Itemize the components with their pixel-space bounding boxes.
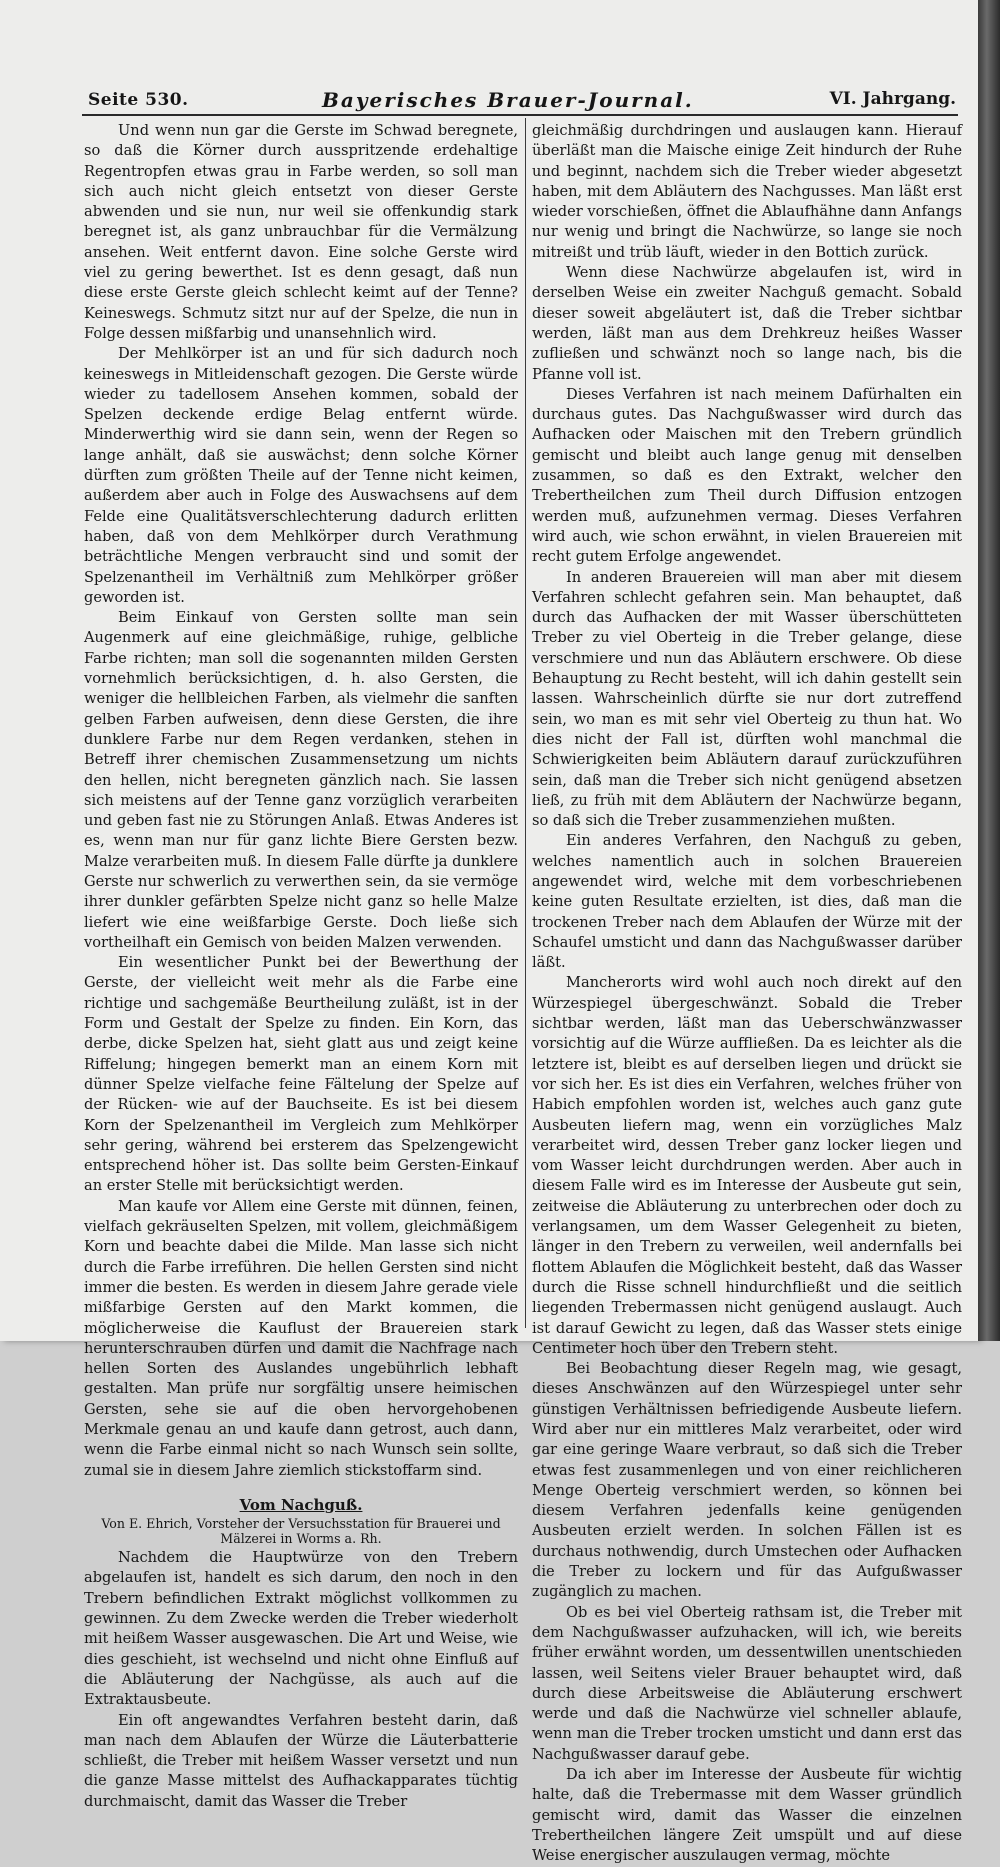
paragraph: Ein anderes Verfahren, den Nachguß zu geben, welches namentlich auch in solchen Brauereien angewendet wird, welche mit dem vorbeschriebenen keine guten Resultate erzielten, ist dies, daß man die trockenen Treber nach dem Ablaufen der Würze mit der Schaufel umsticht und dann das Nachgußwasser darüber läßt. (532, 832, 962, 972)
right-column (532, 121, 962, 1867)
paragraph: Ob es bei viel Oberteig rathsam ist, die Treber mit dem Nachgußwasser aufzuhacken, will ich, wie bereits früher erwähnt worden, um dessentwillen unentschieden lassen, weil Seitens vieler Brauer behauptet wird, daß durch diese Arbeitsweise die Abläuterung erschwert werde und daß die Nachwürze viel schneller ablaufe, wenn man die Treber trocken umsticht und dann erst das Nachgußwasser darauf gebe. (532, 1603, 962, 1763)
paragraph: In anderen Brauereien will man aber mit diesem Verfahren schlecht gefahren sein. Man behauptet, daß durch das Aufhacken der mit Wasser überschütteten Treber zu viel Oberteig in die Treber gelange, diese verschmiere und nun das Abläutern erschwere. Ob diese Behauptung zu Recht besteht, will ich dahin gestellt sein lassen. Wahrscheinlich dürfte sie nur dort zutreffend sein, wo man es mit sehr viel Oberteig zu thun hat. Wo dies nicht der Fall ist, dürften wohl manchmal die Schwierigkeiten beim Abläutern darauf zurückzuführen sein, daß man die Treber sich nicht genügend absetzen ließ, zu früh mit dem Abläutern der Nachwürze begann, so daß sich die Treber zusammenziehen mußten. (532, 568, 962, 830)
paragraph: Ein wesentlicher Punkt bei der Bewerthung der Gerste, der vielleicht weit mehr als die Farbe eine richtige und sachgemäße Beurtheilung zuläßt, ist in der Form und Gestalt der Spelze zu finden. Ein Korn, das derbe, dicke Spelzen hat, sieht glatt aus und zeigt keine Riffelung; hingegen bemerkt man an einem Korn mit dünner Spelze vielfache feine Fältelung der Spelze auf der Rücken- wie auf der Bauchseite. Es ist bei diesem Korn der Spelzenantheil im Vergleich zum Mehlkörper sehr gering, während bei ersterem das Spelzengewicht entsprechend höher ist. Das sollte beim Gersten-Einkauf an erster Stelle mit berücksichtigt werden. (84, 954, 518, 1195)
article-byline: Von E. Ehrich, Vorsteher der Versuchsstation für Brauerei und Mälzerei in Worms a. Rh. (101, 1516, 501, 1547)
paragraph: Wenn diese Nachwürze abgelaufen ist, wird in derselben Weise ein zweiter Nachguß gemacht. Sobald dieser soweit abgeläutert ist, daß die Treber sichtbar werden, läßt man aus dem Drehkreuz heißes Wasser zufließen und schwänzt noch so lange nach, bis die Pfanne voll ist. (532, 264, 962, 383)
paragraph: Dieses Verfahren ist nach meinem Dafürhalten ein durchaus gutes. Das Nachgußwasser wird durch das Aufhacken oder Maischen mit den Trebern gründlich gemischt und bleibt auch lange genug mit denselben zusammen, so daß es den Extrakt, welcher den Trebertheilchen zum Theil durch Diffusion entzogen werden muß, aufzunehmen vermag. Dieses Verfahren wird auch, wie schon erwähnt, in vielen Brauereien mit recht gutem Erfolge angewendet. (532, 385, 962, 566)
column-divider (525, 118, 526, 1328)
paragraph: Mancherorts wird wohl auch noch direkt auf den Würzespiegel übergeschwänzt. Sobald die Treber sichtbar werden, läßt man das Ueberschwänzwasser vorsichtig auf die Würze auffließen. Da es leichter als die letztere ist, bleibt es auf derselben liegen und drückt sie vor sich her. Es ist dies ein Verfahren, welches früher von Habich empfohlen worden ist, welches auch ganz gute Ausbeuten liefern mag, wenn ein vorzügliches Malz verarbeitet wird, dessen Treber ganz locker liegen und vom Wasser leicht durchdrungen werden. Aber auch in diesem Falle wird es im Interesse der Ausbeute gut sein, zeitweise die Abläuterung zu unterbrechen oder doch zu verlangsamen, um dem Wasser Gelegenheit zu bieten, länger in den Trebern zu verweilen, weil andernfalls bei flottem Ablaufen die Möglichkeit besteht, daß das Wasser durch die Risse schnell hindurchfließt und die seitlich liegenden Trebermassen nicht genügend auslaugt. Auch ist darauf Gewicht zu legen, daß das Wasser stets einige Centimeter hoch über den Trebern steht. (532, 974, 962, 1357)
journal-title: Bayerisches Brauer-Journal. (322, 88, 694, 112)
page-number: Seite 530. (88, 90, 189, 110)
paragraph: Nachdem die Hauptwürze von den Trebern abgelaufen ist, handelt es sich darum, den noch in den Trebern befindlichen Extrakt möglichst vollkommen zu gewinnen. Zu dem Zwecke werden die Treber wiederholt mit heißem Wasser ausgewaschen. Die Art und Weise, wie dies geschieht, ist wechselnd und nicht ohne Einfluß auf die Abläuterung der Nachgüsse, als auch auf die Extraktausbeute. (84, 1549, 518, 1709)
page-header (82, 84, 958, 112)
page-edge (978, 0, 1000, 1341)
paragraph: Man kaufe vor Allem eine Gerste mit dünnen, feinen, vielfach gekräuselten Spelzen, mit vollem, gleichmäßigem Korn und beachte dabei die Milde. Man lasse sich nicht durch die Farbe irreführen. Die hellen Gersten sind nicht immer die besten. Es werden in diesem Jahre gerade viele mißfarbige Gersten auf den Markt kommen, die möglicherweise die Kauflust der Brauereien stark herunterschrauben dürfen und damit die Nachfrage nach hellen Sorten des Auslandes ungebührlich lebhaft gestalten. Man prüfe nur sorgfältig unsere heimischen Gersten, sehe sie auf die oben hervorgehobenen Merkmale genau an und kaufe dann getrost, auch dann, wenn die Farbe einmal nicht so nach Wunsch sein sollte, zumal sie in diesem Jahre ziemlich stickstoffarm sind. (84, 1197, 518, 1479)
paragraph: Und wenn nun gar die Gerste im Schwad beregnete, so daß die Körner durch ausspritzende erdehaltige Regentropfen etwas grau in Farbe werden, so soll man sich auch nicht gleich entsetzt von dieser Gerste abwenden und sie nun, nur weil sie offenkundig stark beregnet ist, als ganz unbrauchbar für die Vermälzung ansehen. Weit entfernt davon. Eine solche Gerste wird viel zu gering bewerthet. Ist es denn gesagt, daß nun diese erste Gerste gleich schlecht keimt auf der Tenne? Keineswegs. Schmutz sitzt nur auf der Spelze, die nun in Folge dessen mißfarbig und unansehnlich wird. (84, 122, 518, 342)
paragraph: Beim Einkauf von Gersten sollte man sein Augenmerk auf eine gleichmäßige, ruhige, gelbliche Farbe richten; man soll die sogenannten milden Gersten vornehmlich berücksichtigen, d. h. also Gersten, die weniger die hellbleichen Farben, als vielmehr die sanften gelben Farben aufweisen, denn diese Gersten, die ihre dunklere Farbe nur dem Regen verdanken, stehen in Betreff ihrer chemischen Zusammensetzung um nichts den hellen, nicht beregneten gänzlich nach. Sie lassen sich meistens auf der Tenne ganz vorzüglich verarbeiten und geben fast nie zu Störungen Anlaß. Etwas Anderes ist es, wenn man nur für ganz lichte Biere Gersten bezw. Malze verarbeiten muß. In diesem Falle dürfte ja dunklere Gerste nur schwerlich zu verwerthen sein, da sie vermöge ihrer dunkler gefärbten Spelze nicht ganz so helle Malze liefert wie eine weißfarbige Gerste. Doch ließe sich vortheilhaft ein Gemisch von beiden Malzen verwenden. (84, 609, 518, 951)
paragraph: Da ich aber im Interesse der Ausbeute für wichtig halte, daß die Trebermasse mit dem Wasser gründlich gemischt wird, damit das Wasser die einzelnen Trebertheilchen längere Zeit umspült und auf diese Weise energischer auszulaugen vermag, möchte (532, 1766, 962, 1865)
left-column (84, 121, 518, 1812)
volume-label: VI. Jahrgang. (829, 89, 956, 109)
article-title: Vom Nachguß. (239, 1495, 363, 1514)
paragraph: Bei Beobachtung dieser Regeln mag, wie gesagt, dieses Anschwänzen auf den Würzespiegel unter sehr günstigen Verhältnissen befriedigende Ausbeute liefern. Wird aber nur ein mittleres Malz verarbeitet, oder wird gar eine geringe Waare verbraut, so daß sich die Treber etwas fest zusammenlegen und von einer reichlicheren Menge Oberteig verschmiert werden, so können bei diesem Verfahren jedenfalls keine genügenden Ausbeuten erzielt werden. In solchen Fällen ist es durchaus nothwendig, durch Umstechen oder Aufhacken die Treber zu lockern und für das Aufgußwasser zugänglich zu machen. (532, 1360, 962, 1601)
paragraph: Ein oft angewandtes Verfahren besteht darin, daß man nach dem Ablaufen der Würze die Läuterbatterie schließt, die Treber mit heißem Wasser versetzt und nun die ganze Masse mittelst des Aufhackapparates tüchtig durchmaischt, damit das Wasser die Treber (84, 1711, 518, 1810)
header-rule (82, 114, 958, 116)
paragraph: gleichmäßig durchdringen und auslaugen kann. Hierauf überläßt man die Maische einige Zeit hindurch der Ruhe und beginnt, nachdem sich die Treber wieder abgesetzt haben, mit dem Abläutern des Nachgusses. Man läßt erst wieder vorschießen, öffnet die Ablaufhähne dann Anfangs nur wenig und bringt die Nachwürze, so lange sie noch mitreißt und trüb läuft, wieder in den Bottich zurück. (532, 122, 962, 261)
paragraph: Der Mehlkörper ist an und für sich dadurch noch keineswegs in Mitleidenschaft gezogen. Die Gerste würde wieder zu tadellosem Ansehen kommen, sobald der Spelzen deckende erdige Belag entfernt würde. Minderwerthig wird sie dann sein, wenn der Regen so lange anhält, daß sie auswächst; denn solche Körner dürften zum größten Theile auf der Tenne nicht keimen, außerdem aber auch in Folge des Auswachsens auf dem Felde eine Qualitätsverschlechterung dadurch erlitten haben, daß von dem Mehlkörper durch Verathmung beträchtliche Mengen verbraucht sind und somit der Spelzenantheil im Verhältniß zum Mehlkörper größer geworden ist. (84, 345, 518, 606)
